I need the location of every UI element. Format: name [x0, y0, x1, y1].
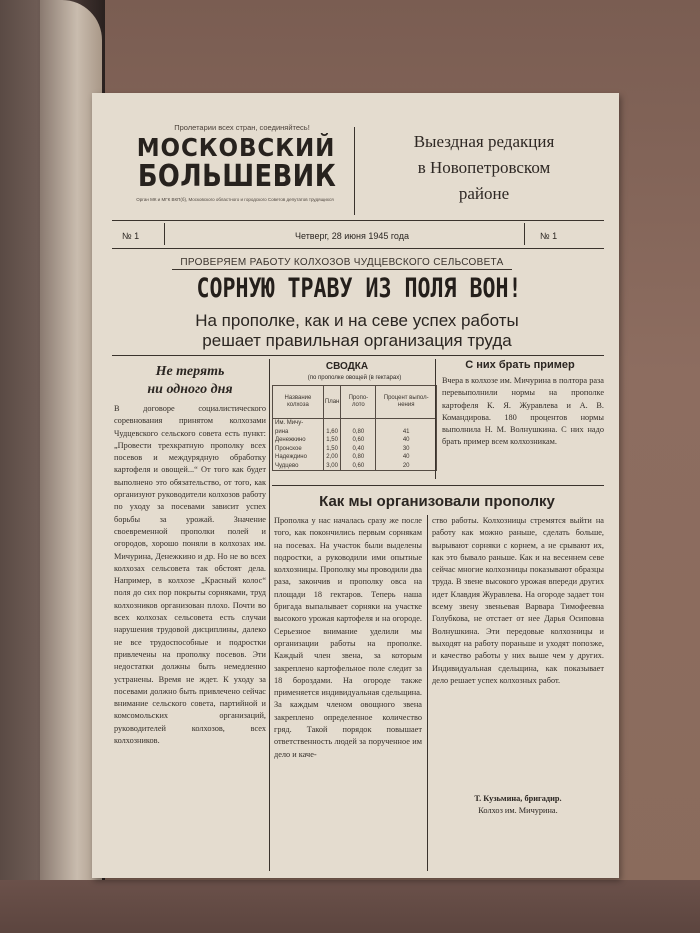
- edition-line2: в Новопетровском: [417, 158, 551, 177]
- masthead-divider: [354, 127, 355, 215]
- svodka-row: [273, 436, 437, 445]
- svodka-row: [273, 453, 437, 462]
- dateline-rule-top: [112, 220, 604, 221]
- svodka-header-cell: Название колхоза: [273, 386, 324, 419]
- svodka-header-row: [273, 386, 437, 419]
- issue-number-right: № 1: [540, 231, 558, 241]
- svodka-cell: 0,80: [341, 428, 376, 437]
- masthead-organ-line: Орган МК и МГК ВКП(б), Московского областного и городского Советов депутатов трудящихся: [136, 197, 334, 202]
- dateline-divider-right: [524, 223, 525, 245]
- edition-line1: Выездная редакция: [413, 132, 555, 151]
- svodka-cell: 30: [376, 445, 437, 454]
- svodka-cell: 1,50: [323, 445, 340, 454]
- svodka-cell: 1,60: [323, 428, 340, 437]
- svodka-cell: [341, 419, 376, 428]
- issue-number-left: № 1: [122, 231, 140, 241]
- article2-rule: [272, 485, 604, 486]
- lead-headline: СОРНУЮ ТРАВУ ИЗ ПОЛЯ ВОН!: [196, 273, 522, 304]
- svodka-header-cell: План: [323, 386, 340, 419]
- issue-date: Четверг, 28 июня 1945 года: [294, 231, 409, 241]
- kicker-underline: [172, 269, 512, 270]
- svodka-cell: 40: [376, 453, 437, 462]
- svodka-header-cell: Пропо- лото: [341, 386, 376, 419]
- svodka-cell: 2,00: [323, 453, 340, 462]
- svodka-header-cell: Процент выпол- нения: [376, 386, 437, 419]
- svodka-cell: 0,40: [341, 445, 376, 454]
- lead-subhead-line2: решает правильная организация труда: [202, 331, 512, 350]
- example-title: С них брать пример: [465, 359, 575, 371]
- column-rule-1: [269, 359, 270, 871]
- svodka-cell: 0,60: [341, 462, 376, 471]
- svodka-title: СВОДКА: [325, 361, 369, 372]
- dateline-rule-bottom: [112, 248, 604, 249]
- article1-title-line2: ни одного дня: [147, 382, 233, 397]
- article2-signature: [432, 793, 604, 817]
- example-body: Вчера в колхозе им. Мичурина в полтора раза перевыполнили нормы на прополке картофеля К. Я. Журавлева и А. В. Командирова. 180 процентов нормы выполнила Н. М. Волнушкина. С них надо брать пример всем колхозникам.: [442, 376, 604, 447]
- svodka-cell: Надеждино: [273, 453, 324, 462]
- lead-kicker: ПРОВЕРЯЕМ РАБОТУ КОЛХОЗОВ ЧУДЦЕВСКОГО СЕЛЬСОВЕТА: [180, 257, 504, 268]
- masthead-title-line1: МОСКОВСКИЙ: [136, 133, 336, 162]
- svodka-cell: [323, 419, 340, 428]
- svodka-row: [273, 428, 437, 437]
- svodka-cell: 0,60: [341, 436, 376, 445]
- masthead-title-line2: БОЛЬШЕВИК: [137, 159, 337, 194]
- dateline-divider-left: [164, 223, 165, 245]
- svodka-cell: 41: [376, 428, 437, 437]
- svodka-cell: Пронское: [273, 445, 324, 454]
- svodka-cell: 40: [376, 436, 437, 445]
- svodka-cell: 20: [376, 462, 437, 471]
- lead-rule: [112, 355, 604, 356]
- column-rule-2: [435, 359, 436, 479]
- article2-body-col2: ство работы. Колхозницы стремятся выйти на работу как можно раньше, сделать больше, вырывают сорняки с корнем, а не срывают их, как это бывало раньше. Как и на весеннем севе сейчас многие колхозницы показывают образцы труда. В звене высокого урожая впереди других идет Клавдия Журавлева. На огороде задает тон всему звену звеньевая Варвара Тимофеевна Голубкова, не отстает от нее Дарья Осиповна Волнушкина. Эти передовые колхозницы и выходят на работу пораньше и уходят попозже, и качество работы у них выше чем у других. Индивидуальная сдельщина, как показывает дело решает успех колхозных работ.: [432, 516, 604, 685]
- column-rule-3: [427, 515, 428, 871]
- lead-subhead-line1: На прополке, как и на севе успех работы: [195, 311, 519, 330]
- svodka-cell: Денежкино: [273, 436, 324, 445]
- svodka-cell: 0,80: [341, 453, 376, 462]
- signature-author: Т. Кузьмина, бригадир.: [474, 794, 562, 803]
- svodka-subtitle: (по прополке овощей (в гектарах): [307, 375, 402, 381]
- svodka-cell: 1,50: [323, 436, 340, 445]
- article1-title: [120, 363, 260, 399]
- edition-line3: районе: [458, 184, 510, 203]
- article2-title: Как мы организовали прополку: [319, 493, 555, 510]
- svodka-row: [273, 445, 437, 454]
- svodka-row: [273, 462, 437, 471]
- article2-body-col1: Прополка у нас началась сразу же после того, как покончились первым сорнякам на посевах. На участок были выделены подростки, а руководили ими опытные колхозницы. Прополку мы проводили два раза, закончив и прополку овса на площади 18 гектаров. Теперь наша бригада выпалывает сорняки на участке высокого урожая картофеля и на огороде. Серьезное внимание уделили мы организации работы на прополке. Каждый член звена, за которым закреплено картофельное поле следит за 18 бороздами. На огороде также применяется индивидуальная сдельщина. За каждым членом овощного звена закреплено определенное количество гряд. Такой порядок повышает ответственность людей за порученное им дело и каче-: [274, 516, 422, 759]
- svodka-cell: рина: [273, 428, 324, 437]
- svodka-cell: 3,00: [323, 462, 340, 471]
- newspaper-page: [92, 93, 619, 878]
- svodka-table: [272, 385, 437, 471]
- signature-farm: Колхоз им. Мичурина.: [478, 806, 558, 815]
- article1-title-line1: Не терять: [155, 364, 225, 379]
- svodka-cell: Им. Мичу-: [273, 419, 324, 428]
- article1-body: В договоре социалистического соревнования принятом колхозами Чудцевского сельского совета есть пункт: „Провести трехкратную прополку всех посевов и междурядную обработку картофеля и овощей...“ От того как будет выполнено это обязательство, от того, как организуют руководители колхозов работу по уходу за посевами зависит успех борьбы за урожай. Значение своевременной прополки полей и огородов, хорошо поняли в колхозах им. Мичурина, Денежкино и др. Но не во всех колхозах сельсовета так обстоят дела. Например, в колхозе „Красный колос“ поля до сих пор покрыты сорняками, труд колхозников организован плохо. Почти во всех колхозах сельсовета есть случаи нарушения трудовой дисциплины, далеко не все трудоспособные и подростки привлечены на прополку посевов. Эти недостатки должны быть немедленно устранены. Время не ждет. К уходу за посевами должно быть привлечено сейчас внимание сельского совета, партийной и комсомольских организаций, руководителей колхозов, всех колхозников.: [114, 404, 266, 746]
- table-surface: [0, 880, 700, 933]
- svodka-cell: [376, 419, 437, 428]
- svodka-cell: Чудцево: [273, 462, 324, 471]
- edition-note: [364, 129, 604, 207]
- svodka-row: [273, 419, 437, 428]
- masthead-slogan: Пролетарии всех стран, соединяйтесь!: [174, 123, 310, 132]
